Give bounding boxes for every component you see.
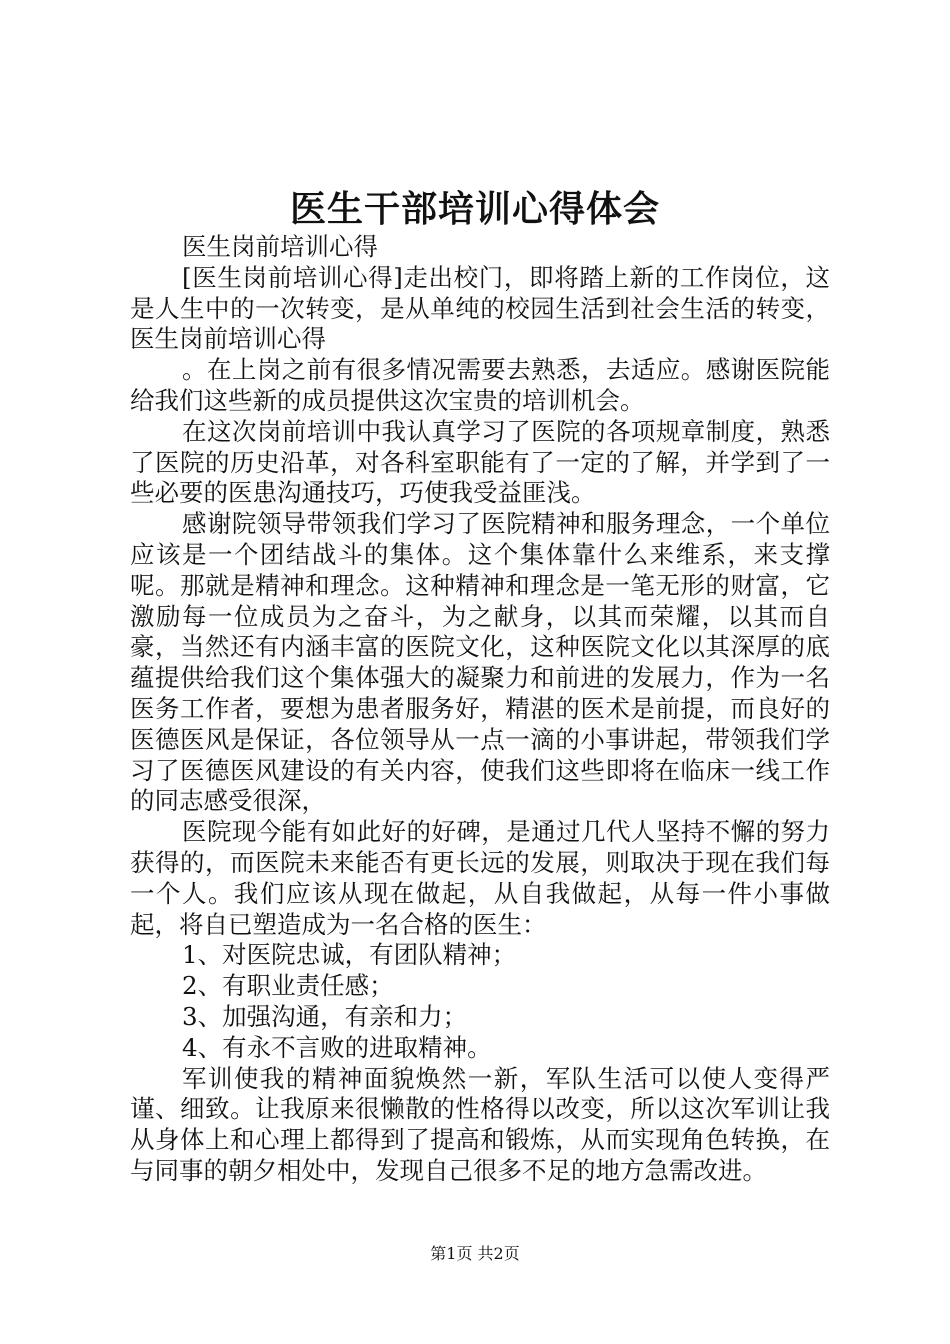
paragraph: 感谢院领导带领我们学习了医院精神和服务理念，一个单位应该是一个团结战斗的集体。这个集体靠什么来维系，来支撑呢。那就是精神和理念。这种精神和理念是一笔无形的财富，它激励每一位成员为之奋斗，为之献身，以其而荣耀，以其而自豪，当然还有内涵丰富的医院文化，这种医院文化以其深厚的底蕴提供给我们这个集体强大的凝聚力和前进的发展力，作为一名医务工作者，要想为患者服务好，精湛的医术是前提，而良好的医德医风是保证，各位领导从一点一滴的小事讲起，带领我们学习了医德医风建设的有关内容，使我们这些即将在临床一线工作的同志感受很深，	[130, 509, 830, 816]
paragraph: 。在上岗之前有很多情况需要去熟悉，去适应。感谢医院能给我们这些新的成员提供这次宝贵的培训机会。	[130, 355, 830, 415]
list-item: 3、加强沟通，有亲和力；	[182, 1001, 468, 1031]
paragraph: [医生岗前培训心得]走出校门，即将踏上新的工作岗位，这是人生中的一次转变，是从单纯的校园生活到社会生活的转变，医生岗前培训心得	[130, 262, 830, 354]
document-body	[130, 232, 830, 1187]
paragraph: 医院现今能有如此好的好碑，是通过几代人坚持不懈的努力获得的，而医院未来能否有更长远的发展，则取决于现在我们每一个人。我们应该从现在做起，从自我做起，从每一件小事做起，将自已塑造成为一名合格的医生：	[130, 817, 830, 939]
paragraph: 军训使我的精神面貌焕然一新，军队生活可以使人变得严谨、细致。让我原来很懒散的性格得以改变，所以这次军训让我从身体上和心理上都得到了提高和锻炼，从而实现角色转换，在与同事的朝夕相处中，发现自己很多不足的地方急需改进。	[130, 1063, 830, 1185]
page-footer: 第1页 共2页	[430, 1244, 520, 1263]
paragraph-heading: 医生岗前培训心得	[182, 232, 378, 261]
list-item: 1、对医院忠诚，有团队精神；	[182, 940, 517, 970]
paragraph: 在这次岗前培训中我认真学习了医院的各项规章制度，熟悉了医院的历史沿革，对各科室职能有了一定的了解，并学到了一些必要的医患沟通技巧，巧使我受益匪浅。	[130, 416, 830, 508]
list-item: 2、有职业责任感；	[182, 971, 394, 1001]
document-title: 医生干部培训心得体会	[289, 188, 660, 230]
list-item: 4、有永不言败的进取精神。	[182, 1032, 492, 1062]
